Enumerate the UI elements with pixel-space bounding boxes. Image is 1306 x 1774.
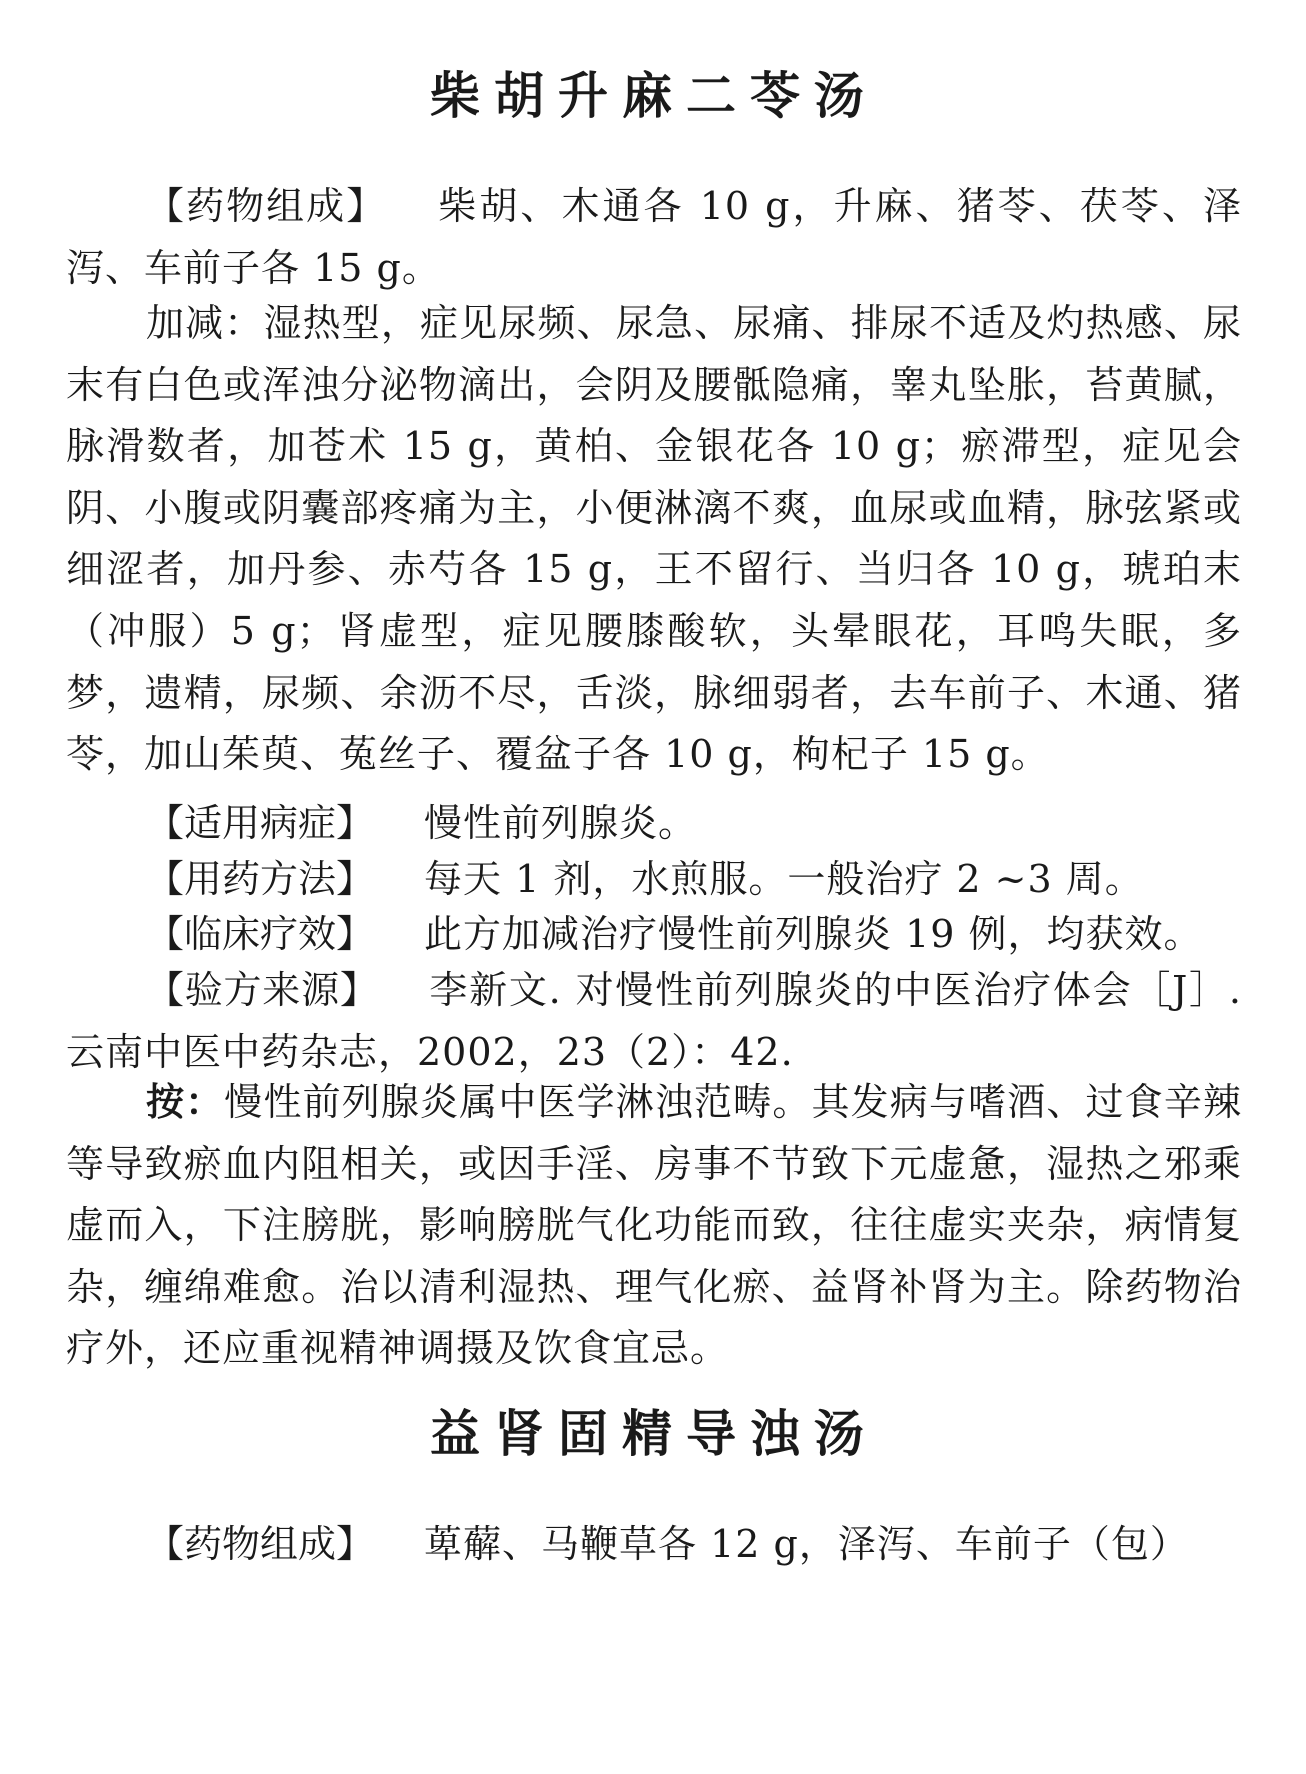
source-label: 【验方来源】 [146, 968, 379, 1012]
indication-text: 慢性前列腺炎。 [424, 801, 698, 845]
recipe-1-indication [66, 793, 1242, 855]
efficacy-label: 【临床疗效】 [146, 912, 375, 956]
recipe-1-usage [66, 849, 1242, 911]
recipe-2-title: 益肾固精导浊汤 [430, 1405, 878, 1463]
document-page [66, 0, 1242, 1774]
source-text: 李新文. 对慢性前列腺炎的中医治疗体会［J］. 云南中医中药杂志，2002，23（2）：42. [66, 968, 1242, 1074]
recipe-1-modification: 加减：湿热型，症见尿频、尿急、尿痛、排尿不适及灼热感、尿末有白色或浑浊分泌物滴出，会阴及腰骶隐痛，睾丸坠胀，苔黄腻，脉滑数者，加苍术 15 g，黄柏、金银花各 10 g；瘀滞型，症见会阴、小腹或阴囊部疼痛为主，小便淋漓不爽，血尿或血精，脉弦紧或细涩者，加丹参、赤芍各 15 g，王不留行、当归各 10 g，琥珀末（冲服）5 g；肾虚型，症见腰膝酸软，头晕眼花，耳鸣失眠，多梦，遗精，尿频、余沥不尽，舌淡，脉细弱者，去车前子、木通、猪苓，加山茱萸、菟丝子、覆盆子各 10 g，枸杞子 15 g。 [66, 301, 1242, 777]
recipe-1-efficacy [66, 904, 1242, 966]
recipe-2-composition [66, 1514, 1242, 1576]
composition-text: 柴胡、木通各 10 g，升麻、猪苓、茯苓、泽泻、车前子各 15 g。 [66, 184, 1242, 290]
indication-label: 【适用病症】 [146, 801, 375, 845]
recipe-1-title: 柴胡升麻二苓汤 [430, 67, 878, 125]
recipe-1-composition [66, 176, 1242, 299]
efficacy-text: 此方加减治疗慢性前列腺炎 19 例，均获效。 [424, 912, 1203, 956]
composition-text: 萆薢、马鞭草各 12 g，泽泻、车前子（包） [424, 1522, 1189, 1566]
note-label: 按： [146, 1079, 225, 1124]
note-text: 慢性前列腺炎属中医学淋浊范畴。其发病与嗜酒、过食辛辣等导致瘀血内阻相关，或因手淫、房事不节致下元虚惫，湿热之邪乘虚而入，下注膀胱，影响膀胱气化功能而致，往往虚实夹杂，病情复杂，缠绵难愈。治以清利湿热、理气化瘀、益肾补肾为主。除药物治疗外，还应重视精神调摄及饮食宜忌。 [66, 1080, 1242, 1371]
usage-text: 每天 1 剂，水煎服。一般治疗 2 ~3 周。 [424, 857, 1144, 901]
composition-label: 【药物组成】 [146, 1522, 375, 1566]
usage-label: 【用药方法】 [146, 857, 375, 901]
composition-label: 【药物组成】 [146, 184, 387, 228]
recipe-1-note [66, 1071, 1242, 1380]
recipe-1-source [66, 960, 1242, 1083]
